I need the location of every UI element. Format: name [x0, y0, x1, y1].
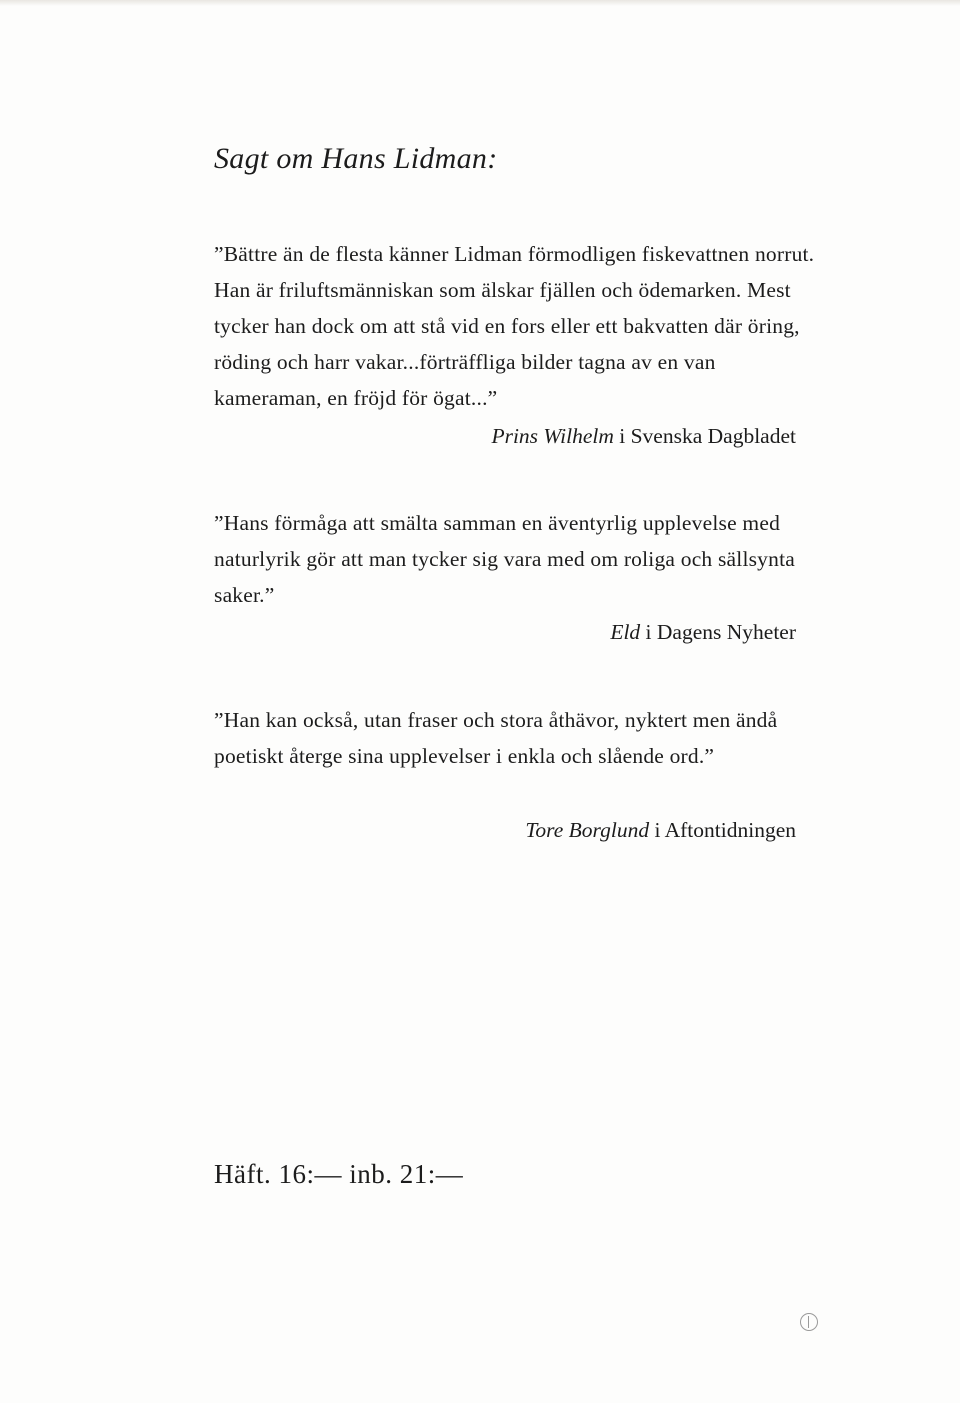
review-quote-2: ”Hans förmåga att smälta samman en äventyrlig upplevelse med naturlyrik gör att man tycker sig vara med om roliga och sällsynta saker.” — [214, 511, 795, 607]
review-quote-3: ”Han kan också, utan fraser och stora åthävor, nyktert men ändå poetiskt återge sina upplevelser i enkla och slående ord.” — [214, 708, 778, 768]
printer-mark-icon — [800, 1313, 818, 1331]
review-author-3: Tore Borglund — [525, 818, 650, 842]
review-source-1: i Svenska Dagbladet — [613, 424, 796, 448]
review-author-1: Prins Wilhelm — [491, 424, 614, 448]
review-attribution-3 — [525, 812, 796, 848]
review-source-2: i Dagens Nyheter — [640, 620, 796, 644]
review-author-2: Eld — [610, 620, 641, 644]
review-attribution-1 — [491, 418, 796, 454]
review-source-3: i Aftontidningen — [649, 818, 796, 842]
price-line: Häft. 16:— inb. 21:— — [214, 1159, 464, 1189]
page-title: Sagt om Hans Lidman: — [214, 142, 498, 175]
paper-edge — [0, 0, 960, 6]
review-quote-1: ”Bättre än de flesta känner Lidman förmodligen fiskevattnen norrut. Han är friluftsmänniskan som älskar fjällen och ödemarken. Mest tycker han dock om att stå vid en fors eller ett bakvatten där öring, röding och harr vakar...förträffliga bilder tagna av en van kameraman, en fröjd för ögat...” — [214, 242, 815, 410]
review-attribution-2 — [610, 614, 796, 650]
